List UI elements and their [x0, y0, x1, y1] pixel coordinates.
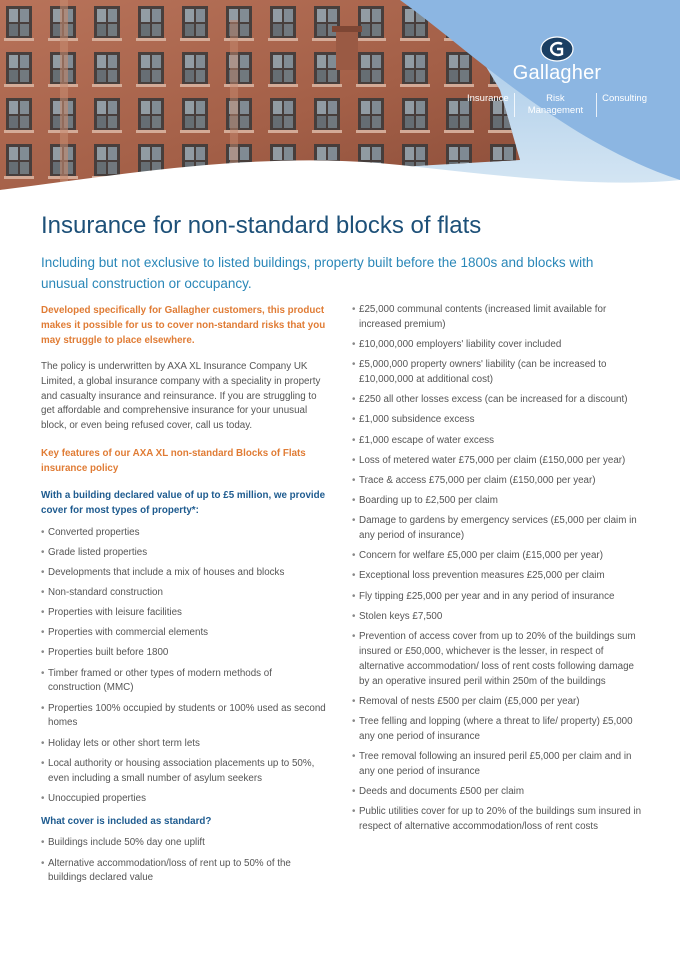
gallagher-logo-icon — [540, 36, 574, 62]
standard-cover-list — [41, 836, 327, 886]
list-item: • £250 all other losses excess (can be increased for a discount) — [352, 393, 644, 408]
list-item: • £10,000,000 employers' liability cover included — [352, 338, 644, 353]
list-item: • Tree felling and lopping (where a threat to life/ property) £5,000 any one period of insurance — [352, 715, 644, 745]
list-item: • £25,000 communal contents (increased limit available for increased premium) — [352, 303, 644, 333]
list-item: • Stolen keys £7,500 — [352, 610, 644, 625]
right-column — [352, 303, 644, 840]
page-subtitle: Including but not exclusive to listed buildings, property built before the 1800s and blocks with unusual construction or occupancy. — [41, 255, 594, 291]
tagline-consulting: Consulting — [596, 93, 652, 117]
list-item: • Tree removal following an insured peril £5,000 per claim and in any one period of insurance — [352, 750, 644, 780]
list-item: • Local authority or housing association placements up to 50%, even including a small number of asylum seekers — [41, 757, 327, 787]
brand-tagline — [462, 93, 652, 117]
property-types-list — [41, 526, 327, 807]
list-item: • Prevention of access cover from up to 20% of the buildings sum insured or £50,000, whichever is the lesser, in respect of alternative accommodation/ loss of rent costs following damage by an operative insured peril within 250m of the buildings — [352, 630, 644, 690]
list-item: • Alternative accommodation/loss of rent up to 50% of the buildings declared value — [41, 857, 327, 887]
list-item: • Non-standard construction — [41, 586, 327, 601]
brand-block — [462, 36, 652, 117]
left-column — [41, 304, 327, 892]
list-item: • Converted properties — [41, 526, 327, 541]
list-item: • Grade listed properties — [41, 546, 327, 561]
list-item: • Public utilities cover for up to 20% of the buildings sum insured in respect of alternative accommodation/loss of rent costs — [352, 805, 644, 835]
list-item: • Fly tipping £25,000 per year and in any period of insurance — [352, 590, 644, 605]
list-item: • Concern for welfare £5,000 per claim (£15,000 per year) — [352, 549, 644, 564]
standard-cover-heading: What cover is included as standard? — [41, 815, 212, 827]
list-item: • £1,000 subsidence excess — [352, 413, 644, 428]
list-item: • Removal of nests £500 per claim (£5,000 per year) — [352, 695, 644, 710]
list-item: • Damage to gardens by emergency services (£5,000 per claim in any period of insurance) — [352, 514, 644, 544]
list-item: • Boarding up to £2,500 per claim — [352, 494, 644, 509]
list-item: • £5,000,000 property owners' liability (can be increased to £10,000,000 at additional cost) — [352, 358, 644, 388]
list-item: • Developments that include a mix of houses and blocks — [41, 566, 327, 581]
list-item: • Unoccupied properties — [41, 792, 327, 807]
cover-details-list — [352, 303, 644, 835]
list-item: • Exceptional loss prevention measures £25,000 per claim — [352, 569, 644, 584]
list-item: • Properties built before 1800 — [41, 646, 327, 661]
list-item: • Deeds and documents £500 per claim — [352, 785, 644, 800]
underwriter-paragraph: The policy is underwritten by AXA XL Insurance Company UK Limited, a global insurance company with a speciality in property and casualty insurance and reinsurance. If you are struggling to get affordable and comprehensive insurance for your unusual block, or even being refused cover, call us today. — [41, 360, 321, 432]
list-item: • Trace & access £75,000 per claim (£150,000 per year) — [352, 474, 644, 489]
list-item: • £1,000 escape of water excess — [352, 434, 644, 449]
list-item: • Timber framed or other types of modern methods of construction (MMC) — [41, 667, 327, 697]
tagline-insurance: Insurance — [467, 93, 509, 104]
list-item: • Properties with leisure facilities — [41, 606, 327, 621]
list-item: • Holiday lets or other short term lets — [41, 737, 327, 752]
key-features-heading: Key features of our AXA XL non-standard Blocks of Flats insurance policy — [41, 448, 306, 475]
brand-name: Gallagher — [512, 62, 602, 84]
list-item: • Properties with commercial elements — [41, 626, 327, 641]
list-item: • Buildings include 50% day one uplift — [41, 836, 327, 851]
list-item: • Properties 100% occupied by students or 100% used as second homes — [41, 702, 327, 732]
declared-value-heading: With a building declared value of up to £5 million, we provide cover for most types of property*: — [41, 490, 326, 516]
page-title: Insurance for non-standard blocks of flats — [41, 212, 482, 239]
list-item: • Loss of metered water £75,000 per claim (£150,000 per year) — [352, 454, 644, 469]
intro-paragraph: Developed specifically for Gallagher customers, this product makes it possible for us to cover non-standard risks that you may struggle to place elsewhere. — [41, 305, 326, 346]
tagline-risk-management: Risk Management — [514, 93, 596, 117]
